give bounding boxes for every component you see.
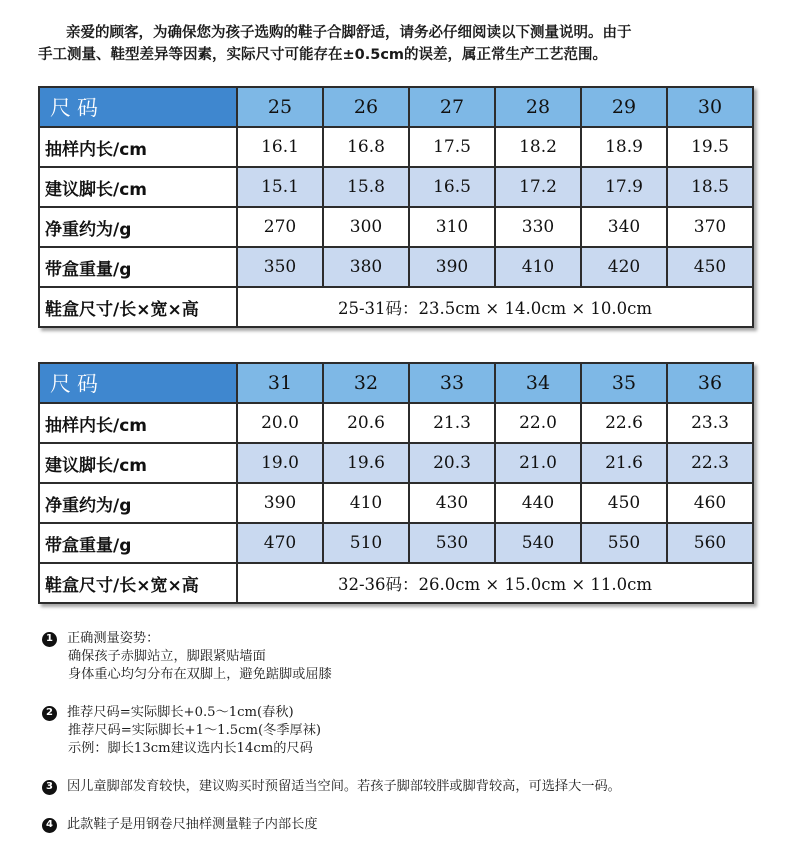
size-cell: 34 <box>495 363 581 403</box>
row-label: 建议脚长/cm <box>39 167 237 207</box>
table-cell: 20.6 <box>323 403 409 443</box>
table-cell: 560 <box>667 523 753 563</box>
table-cell: 22.0 <box>495 403 581 443</box>
foot-length-row <box>39 167 753 207</box>
row-label: 建议脚长/cm <box>39 443 237 483</box>
row-label: 抽样内长/cm <box>39 403 237 443</box>
size-cell: 25 <box>237 87 323 127</box>
note-1 <box>42 630 762 684</box>
table-cell: 410 <box>323 483 409 523</box>
table-cell: 22.6 <box>581 403 667 443</box>
table-cell: 19.6 <box>323 443 409 483</box>
size-cell: 31 <box>237 363 323 403</box>
inner-length-row <box>39 127 753 167</box>
table-cell: 16.8 <box>323 127 409 167</box>
row-label: 鞋盒尺寸/长×宽×高 <box>39 563 237 603</box>
table-cell: 460 <box>667 483 753 523</box>
table-cell: 510 <box>323 523 409 563</box>
table-cell: 300 <box>323 207 409 247</box>
size-cell: 32 <box>323 363 409 403</box>
table-cell: 17.2 <box>495 167 581 207</box>
intro-line-2: 手工测量、鞋型差异等因素，实际尺寸可能存在±0.5cm的误差，属正常生产工艺范围。 <box>38 47 608 63</box>
table-cell: 350 <box>237 247 323 287</box>
table-cell: 340 <box>581 207 667 247</box>
size-cell: 26 <box>323 87 409 127</box>
box-size-row <box>39 563 753 603</box>
table-cell: 330 <box>495 207 581 247</box>
size-header-row <box>39 87 753 127</box>
size-table-2 <box>38 362 754 604</box>
size-cell: 33 <box>409 363 495 403</box>
table-cell: 16.5 <box>409 167 495 207</box>
table-cell: 21.0 <box>495 443 581 483</box>
size-cell: 30 <box>667 87 753 127</box>
table-cell: 420 <box>581 247 667 287</box>
size-cell: 29 <box>581 87 667 127</box>
header-label: 尺码 <box>39 363 237 403</box>
boxed-weight-row <box>39 523 753 563</box>
table-cell: 390 <box>409 247 495 287</box>
table-cell: 450 <box>667 247 753 287</box>
size-header-row <box>39 363 753 403</box>
number-badge-icon: 3 <box>42 780 57 795</box>
table-cell: 270 <box>237 207 323 247</box>
net-weight-row <box>39 207 753 247</box>
note-text: 示例：脚长13cm建议选内长14cm的尺码 <box>68 741 313 756</box>
foot-length-row <box>39 443 753 483</box>
table-cell: 440 <box>495 483 581 523</box>
note-text: 身体重心均匀分布在双脚上，避免踮脚或屈膝 <box>68 667 332 682</box>
row-label: 净重约为/g <box>39 483 237 523</box>
size-table-1 <box>38 86 754 328</box>
table-cell: 21.6 <box>581 443 667 483</box>
table-cell: 370 <box>667 207 753 247</box>
table-cell: 17.5 <box>409 127 495 167</box>
box-size-row <box>39 287 753 327</box>
inner-length-row <box>39 403 753 443</box>
note-3 <box>42 778 762 796</box>
table-cell: 550 <box>581 523 667 563</box>
table-cell: 18.9 <box>581 127 667 167</box>
note-2 <box>42 704 762 758</box>
number-badge-icon: 2 <box>42 706 57 721</box>
row-label: 鞋盒尺寸/长×宽×高 <box>39 287 237 327</box>
note-text: 确保孩子赤脚站立，脚跟紧贴墙面 <box>68 649 266 664</box>
size-cell: 28 <box>495 87 581 127</box>
intro-text <box>38 22 758 66</box>
table-cell: 15.1 <box>237 167 323 207</box>
size-cell: 27 <box>409 87 495 127</box>
table-cell: 21.3 <box>409 403 495 443</box>
row-label: 抽样内长/cm <box>39 127 237 167</box>
header-label: 尺码 <box>39 87 237 127</box>
measurement-notes <box>42 630 762 854</box>
table-cell: 540 <box>495 523 581 563</box>
note-text: 因儿童脚部发育较快，建议购买时预留适当空间。若孩子脚部较胖或脚背较高，可选择大一码。 <box>67 779 621 794</box>
table-cell: 19.0 <box>237 443 323 483</box>
intro-line-1: 亲爱的顾客，为确保您为孩子选购的鞋子合脚舒适，请务必仔细阅读以下测量说明。由于 <box>66 25 632 41</box>
box-size-value: 25-31码：23.5cm × 14.0cm × 10.0cm <box>237 287 753 327</box>
table-cell: 19.5 <box>667 127 753 167</box>
table-cell: 470 <box>237 523 323 563</box>
table-cell: 18.2 <box>495 127 581 167</box>
table-cell: 530 <box>409 523 495 563</box>
table-cell: 23.3 <box>667 403 753 443</box>
table-cell: 390 <box>237 483 323 523</box>
note-text: 此款鞋子是用钢卷尺抽样测量鞋子内部长度 <box>67 817 318 832</box>
number-badge-icon: 1 <box>42 632 57 647</box>
table-cell: 410 <box>495 247 581 287</box>
note-text: 推荐尺码=实际脚长+0.5～1cm(春秋) <box>67 705 294 720</box>
table-cell: 22.3 <box>667 443 753 483</box>
table-cell: 18.5 <box>667 167 753 207</box>
table-cell: 20.3 <box>409 443 495 483</box>
boxed-weight-row <box>39 247 753 287</box>
table-cell: 450 <box>581 483 667 523</box>
row-label: 净重约为/g <box>39 207 237 247</box>
size-cell: 35 <box>581 363 667 403</box>
table-cell: 17.9 <box>581 167 667 207</box>
row-label: 带盒重量/g <box>39 247 237 287</box>
table-cell: 20.0 <box>237 403 323 443</box>
number-badge-icon: 4 <box>42 818 57 833</box>
table-cell: 16.1 <box>237 127 323 167</box>
note-text: 正确测量姿势： <box>67 631 160 646</box>
table-cell: 15.8 <box>323 167 409 207</box>
size-cell: 36 <box>667 363 753 403</box>
table-cell: 310 <box>409 207 495 247</box>
row-label: 带盒重量/g <box>39 523 237 563</box>
table-cell: 380 <box>323 247 409 287</box>
net-weight-row <box>39 483 753 523</box>
table-cell: 430 <box>409 483 495 523</box>
note-4 <box>42 816 762 834</box>
box-size-value: 32-36码：26.0cm × 15.0cm × 11.0cm <box>237 563 753 603</box>
note-text: 推荐尺码=实际脚长+1～1.5cm(冬季厚袜) <box>68 723 322 738</box>
